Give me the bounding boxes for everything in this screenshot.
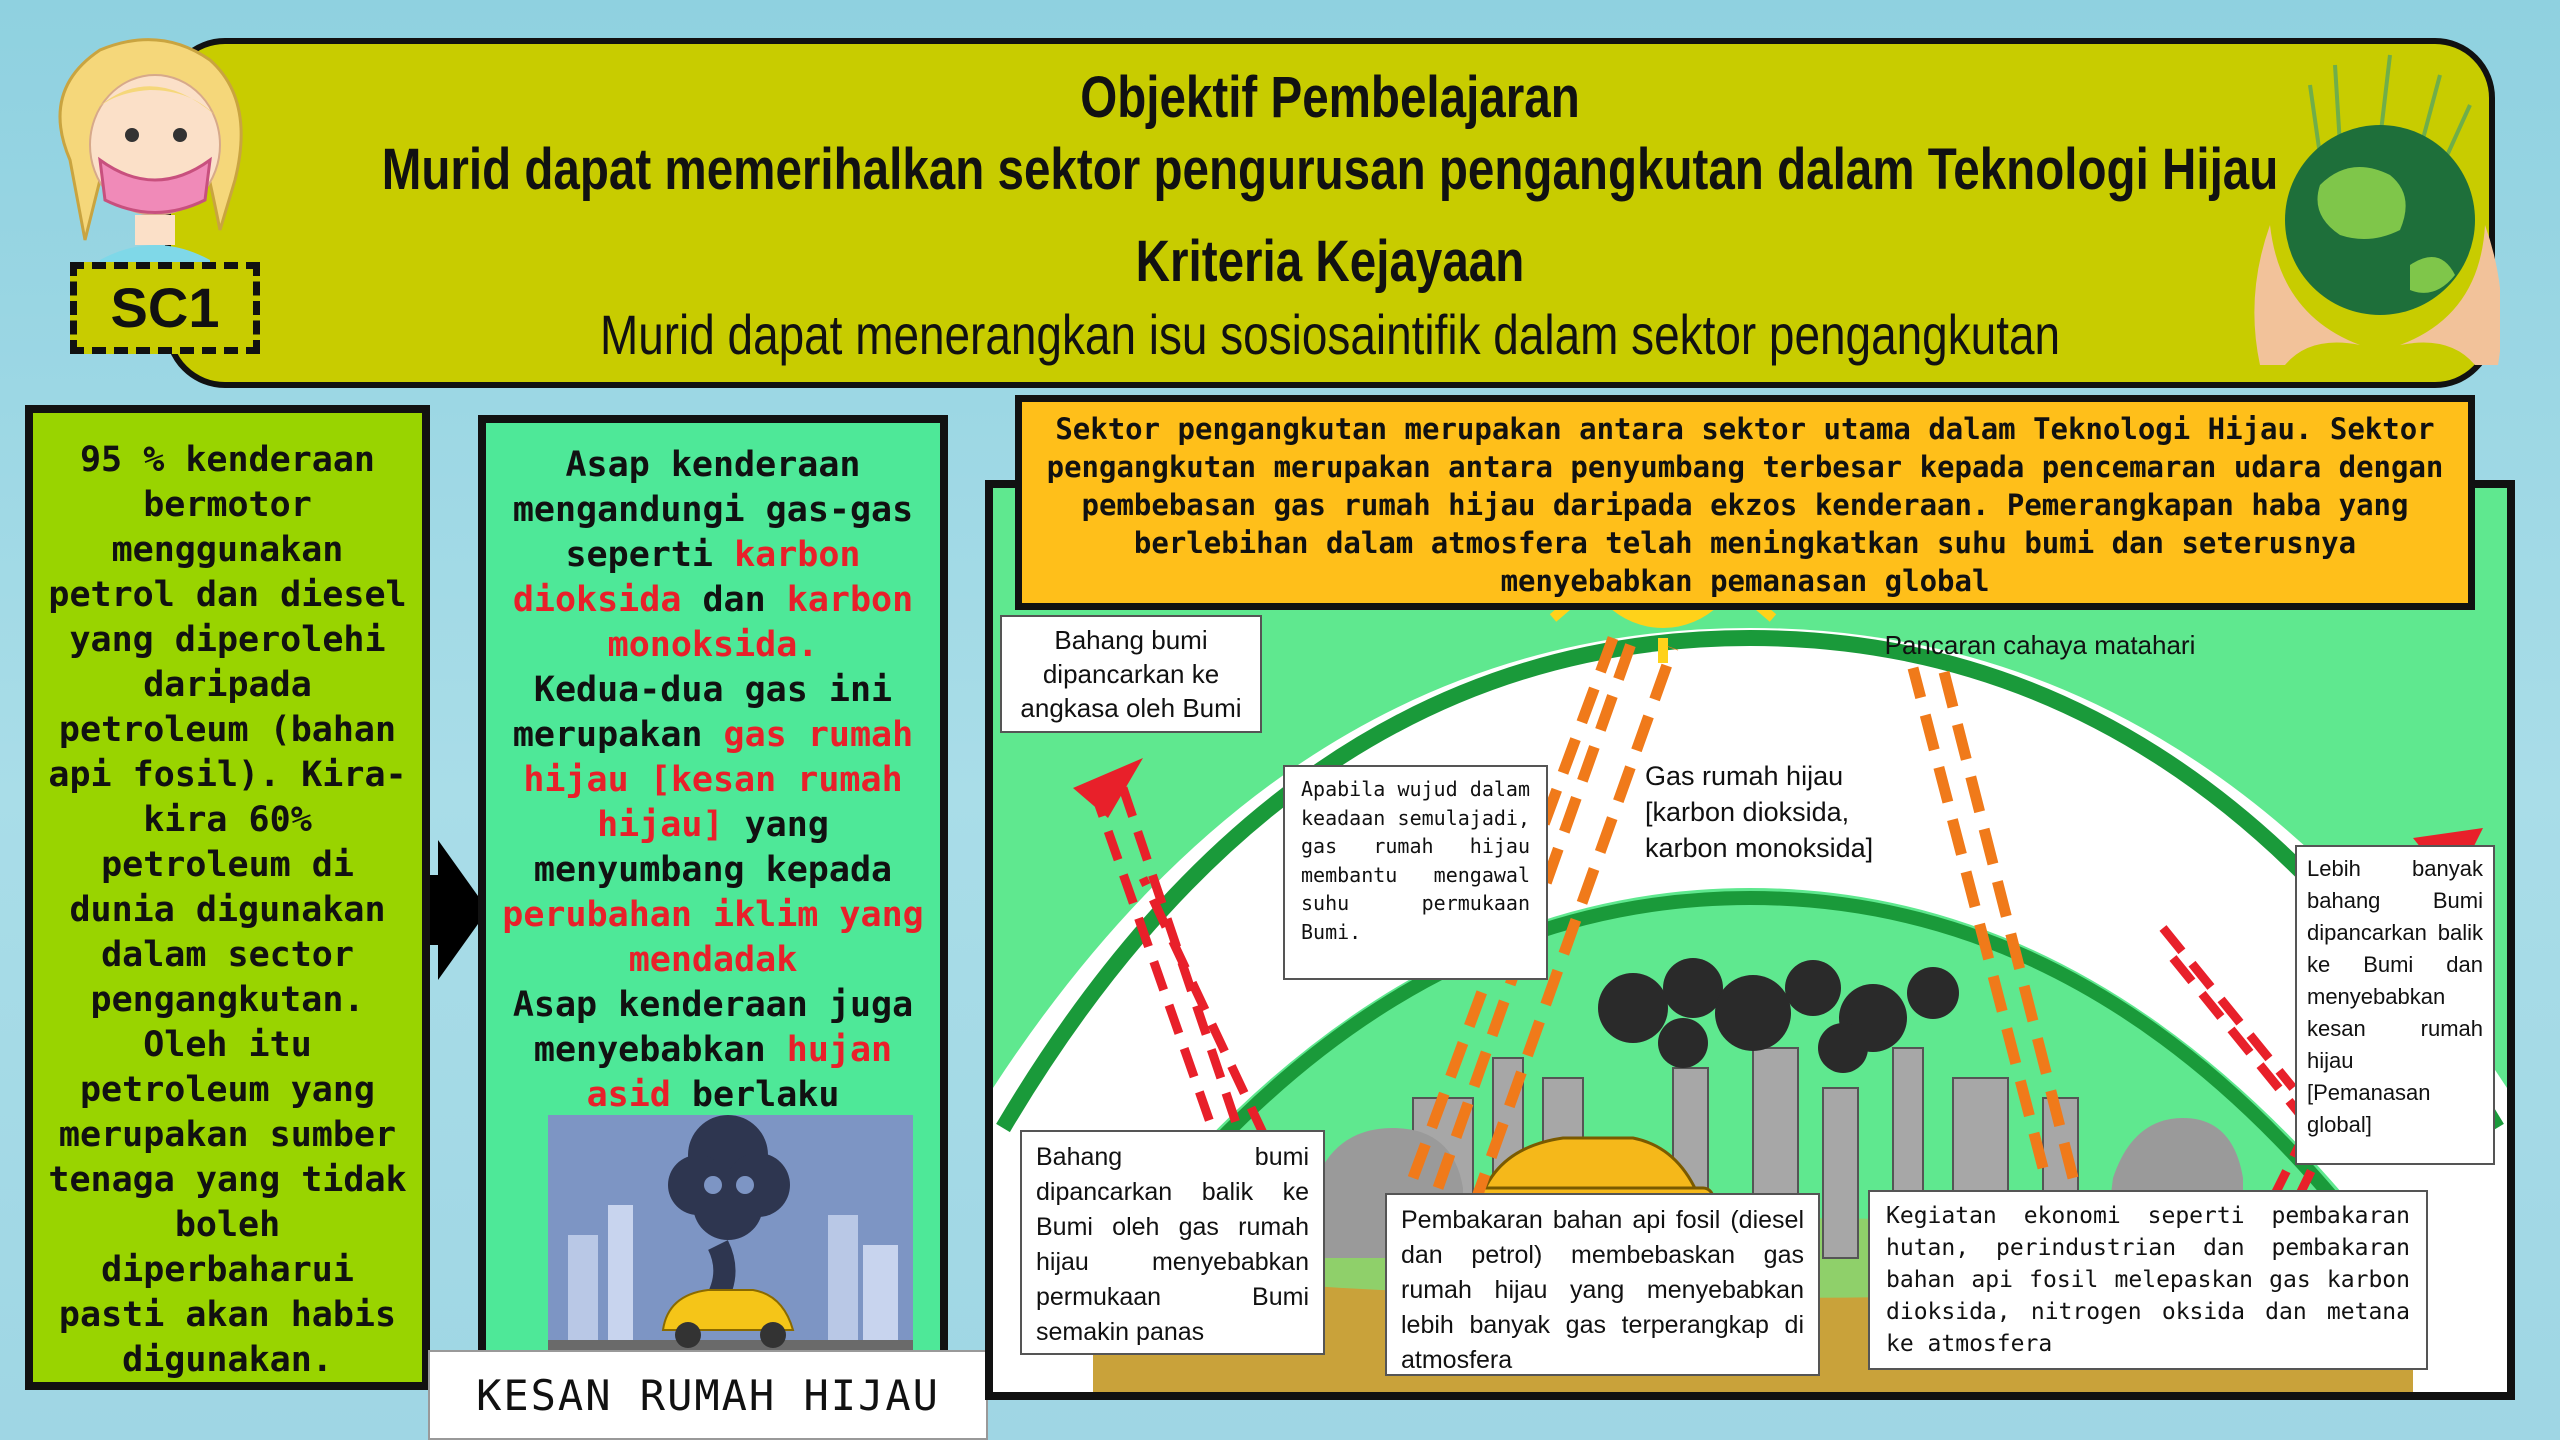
label-natural-greenhouse: Apabila wujud dalam keadaan semulajadi, gas rumah hijau membantu mengawal suhu permukaan Bumi. <box>1283 765 1548 980</box>
label-sunlight: Pancaran cahaya matahari <box>1884 630 2196 660</box>
label-heat-back-to-earth: Bahang bumi dipancarkan balik ke Bumi oleh gas rumah hijau menyebabkan permukaan Bumi semakin panas <box>1020 1130 1325 1355</box>
header-banner <box>165 38 2495 388</box>
globe-in-hands-icon <box>2240 45 2500 365</box>
sc1-badge: SC1 <box>70 262 260 354</box>
label-heat-to-space: Bahang bumi dipancarkan ke angkasa oleh Bumi <box>1000 615 1262 733</box>
greenhouse-effect-caption: KESAN RUMAH HIJAU <box>428 1350 988 1440</box>
label-global-warming: Lebih banyak bahang Bumi dipancarkan balik ke Bumi dan menyebabkan kesan rumah hijau [Pemanasan global] <box>2295 845 2495 1165</box>
girl-avatar-icon <box>40 30 270 270</box>
learning-objective: Murid dapat memerihalkan sektor pengurusan pengangkutan dalam Teknologi Hijau <box>381 137 2279 202</box>
pollution-car-illustration <box>548 1115 913 1365</box>
petroleum-info-panel <box>25 405 430 1390</box>
label-greenhouse-gases: Gas rumah hijau [karbon dioksida, karbon monoksida] <box>1645 761 1874 863</box>
transport-sector-intro: Sektor pengangkutan merupakan antara sektor utama dalam Teknologi Hijau. Sektor pengangkutan merupakan antara penyumbang terbesar kepada pencemaran udara dengan pembebasan gas rumah hijau daripada ekzos kenderaan. Pemerangkapan haba yang berlebihan dalam atmosfera telah meningkatkan suhu bumi dan seterusnya menyebabkan pemanasan global <box>1015 395 2475 610</box>
petroleum-info-text: 95 % kenderaan bermotor menggunakan petrol dan diesel yang diperolehi daripada petroleum (bahan api fosil). Kira-kira 60% petroleum di dunia digunakan dalam sector pengangkutan. Oleh itu petroleum yang merupakan sumber tenaga yang tidak boleh diperbaharui pasti akan habis digunakan. <box>48 440 407 1380</box>
success-criteria: Murid dapat menerangkan isu sosiosaintifik dalam sektor pengangkutan <box>599 303 2061 366</box>
label-economic-activities: Kegiatan ekonomi seperti pembakaran hutan, perindustrian dan pembakaran bahan api fosil melepaskan gas karbon dioksida, nitrogen oksida dan metana ke atmosfera <box>1868 1190 2428 1370</box>
exhaust-paragraph-1: Asap kenderaan mengandungi gas-gas seperti karbon dioksida dan karbon monoksida. <box>512 445 914 665</box>
exhaust-paragraph-3: Asap kenderaan juga menyebabkan hujan asid berlaku <box>512 985 914 1115</box>
label-fossil-fuel-burning: Pembakaran bahan api fosil (diesel dan petrol) membebaskan gas rumah hijau yang menyebabkan lebih banyak gas terperangkap di atmosfera <box>1385 1193 1820 1376</box>
exhaust-paragraph-2: Kedua-dua gas ini merupakan gas rumah hijau [kesan rumah hijau] yang menyumbang kepada perubahan iklim yang mendadak <box>502 670 924 980</box>
page-title: Objektif Pembelajaran <box>1080 65 1580 130</box>
criteria-title: Kriteria Kejayaan <box>1135 229 1525 294</box>
